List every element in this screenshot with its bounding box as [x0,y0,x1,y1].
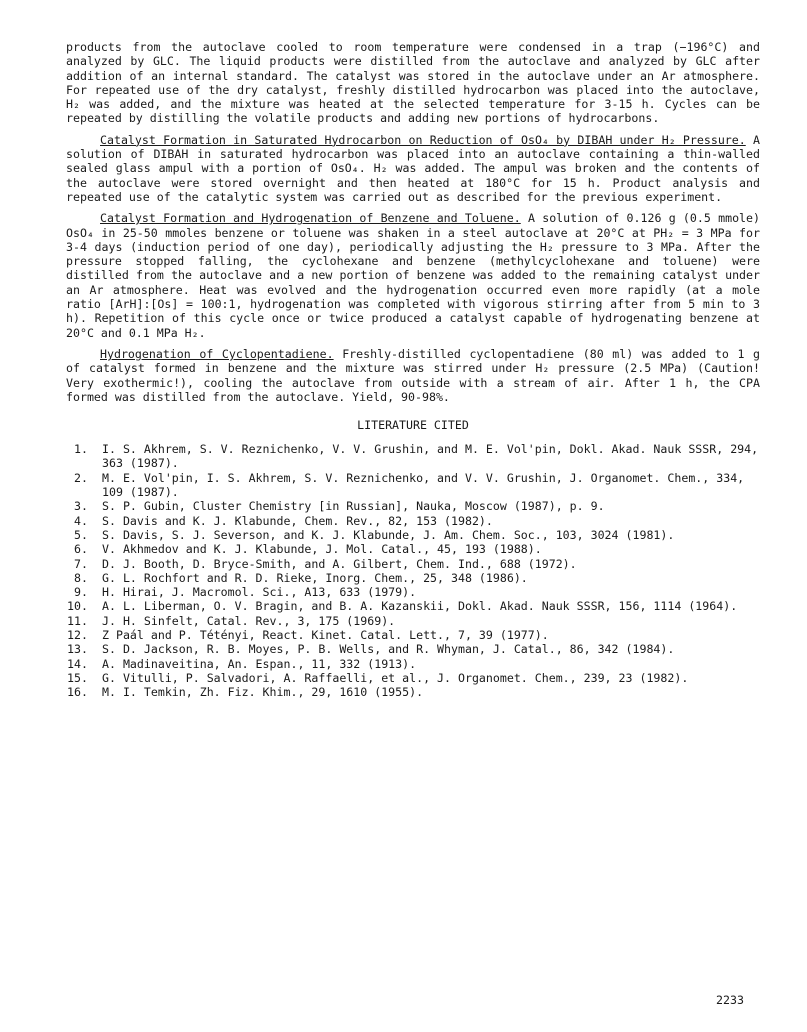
reference-text: A. Madinaveitina, An. Espan., 11, 332 (1913). [102,656,417,671]
reference-number: 2. [74,470,88,485]
reference-number: 9. [74,585,88,600]
reference-item [66,599,760,613]
reference-list [66,442,760,699]
reference-number: 5. [74,527,88,542]
reference-number: 14. [67,656,88,671]
reference-text: J. H. Sinfelt, Catal. Rev., 3, 175 (1969). [102,613,396,628]
section-body-cyclopentadiene: Freshly-distilled cyclopentadiene (80 ml) was added to 1 g of catalyst formed in benzene and the mixture was stirred under H₂ pressure (2.5 MPa) (Caution! Very exothermic!), cooling the autoclave from outside with a stream of air. After 1 h, the CPA formed was distilled from the autoclave. Yield, 90-98%. [66,346,761,404]
reference-item [66,628,760,642]
reference-item [66,542,760,556]
reference-number: 8. [74,570,88,585]
reference-number: 3. [74,499,88,514]
reference-text: I. S. Akhrem, S. V. Reznichenko, V. V. Grushin, and M. E. Vol'pin, Dokl. Akad. Nauk SSSR, 294, 363 (1987). [102,442,759,471]
reference-item [66,585,760,599]
reference-item [66,528,760,542]
reference-text: S. D. Jackson, R. B. Moyes, P. B. Wells, and R. Whyman, J. Catal., 86, 342 (1984). [102,642,675,657]
paragraph-cyclopentadiene [66,347,760,404]
reference-text: S. Davis, S. J. Severson, and K. J. Klabunde, J. Am. Chem. Soc., 103, 3024 (1981). [102,527,675,542]
reference-number: 11. [67,613,88,628]
reference-item [66,514,760,528]
reference-number: 13. [67,642,88,657]
reference-text: Z Paál and P. Tétényi, React. Kinet. Catal. Lett., 7, 39 (1977). [102,627,549,642]
reference-item [66,671,760,685]
section-title-saturated-hydrocarbon: Catalyst Formation in Saturated Hydrocarbon on Reduction of OsO₄ by DIBAH under H₂ Pressure. [100,132,746,147]
reference-item [66,614,760,628]
reference-item [66,499,760,513]
section-body-saturated-hydrocarbon: A solution of DIBAH in saturated hydrocarbon was placed into an autoclave containing a thin-walled sealed glass ampul with a portion of OsO₄. H₂ was added. The ampul was broken and the contents of the autoclave were stored overnight and then heated at 180°C for 15 h. Product analysis and repeated use of the catalytic system was carried out as described for the previous experiment. [66,132,760,204]
reference-item [66,571,760,585]
reference-text: M. E. Vol'pin, I. S. Akhrem, S. V. Reznichenko, and V. V. Grushin, J. Organomet. Chem., 334, 109 (1987). [102,470,745,500]
reference-item [66,642,760,656]
reference-text: V. Akhmedov and K. J. Klabunde, J. Mol. Catal., 45, 193 (1988). [102,542,542,557]
reference-number: 1. [74,442,88,457]
reference-number: 15. [67,670,88,685]
section-title-benzene-toluene: Catalyst Formation and Hydrogenation of Benzene and Toluene. [100,211,521,226]
paragraph-benzene-toluene [66,211,760,340]
reference-text: H. Hirai, J. Macromol. Sci., A13, 633 (1979). [102,585,417,600]
reference-text: S. P. Gubin, Cluster Chemistry [in Russian], Nauka, Moscow (1987), p. 9. [102,499,605,514]
reference-text: M. I. Temkin, Zh. Fiz. Khim., 29, 1610 (1955). [102,685,424,700]
reference-number: 6. [74,542,88,557]
page-number: 2233 [716,993,744,1007]
reference-item [66,657,760,671]
literature-cited-heading: LITERATURE CITED [357,418,469,433]
paragraph-saturated-hydrocarbon [66,133,760,204]
section-title-cyclopentadiene: Hydrogenation of Cyclopentadiene. [100,346,334,361]
reference-number: 12. [67,627,88,642]
page-body [66,40,760,699]
reference-text: S. Davis and K. J. Klabunde, Chem. Rev., 82, 153 (1982). [102,513,493,528]
reference-item [66,442,760,471]
reference-text: D. J. Booth, D. Bryce-Smith, and A. Gilbert, Chem. Ind., 688 (1972). [102,556,577,571]
reference-item [66,557,760,571]
reference-number: 7. [74,556,88,571]
reference-item [66,685,760,699]
reference-text: A. L. Liberman, O. V. Bragin, and B. A. Kazanskii, Dokl. Akad. Nauk SSSR, 156, 1114 (1964). [102,599,738,614]
reference-number: 16. [67,685,88,700]
reference-number: 4. [74,513,88,528]
paragraph-autoclave-products: products from the autoclave cooled to room temperature were condensed in a trap (−196°C) and analyzed by GLC. The liquid products were distilled from the autoclave and analyzed by GLC after addition of an internal standard. The catalyst was stored in the autoclave under an Ar atmosphere. For repeated use of the dry catalyst, freshly distilled hydrocarbon was placed into the autoclave, H₂ was added, and the mixture was heated at the selected temperature for 3-15 h. Cycles can be repeated by distilling the volatile products and adding new portions of hydrocarbons. [66,40,760,126]
reference-text: G. L. Rochfort and R. D. Rieke, Inorg. Chem., 25, 348 (1986). [102,570,528,585]
reference-item [66,471,760,500]
reference-text: G. Vitulli, P. Salvadori, A. Raffaelli, et al., J. Organomet. Chem., 239, 23 (1982). [102,670,689,685]
reference-number: 10. [67,599,88,614]
section-body-benzene-toluene: A solution of 0.126 g (0.5 mmole) OsO₄ in 25-50 mmoles benzene or toluene was shaken in a steel autoclave at 20°C at PH₂ = 3 MPa for 3-4 days (induction period of one day), periodically adjusting the H₂ pressure to 3 MPa. After the pressure stopped falling, the cyclohexane and benzene (methylcyclohexane and toluene) were distilled from the autoclave and a new portion of benzene was added to the remaining catalyst under an Ar atmosphere. Heat was evolved and the hydrogenation occurred even more rapidly (at a mole ratio [ArH]:[Os] = 100:1, hydrogenation was completed with vigorous stirring after from 5 min to 3 h). Repetition of this cycle once or twice produced a catalyst capable of hydrogenating benzene at 20°C and 0.1 MPa H₂. [66,211,760,340]
